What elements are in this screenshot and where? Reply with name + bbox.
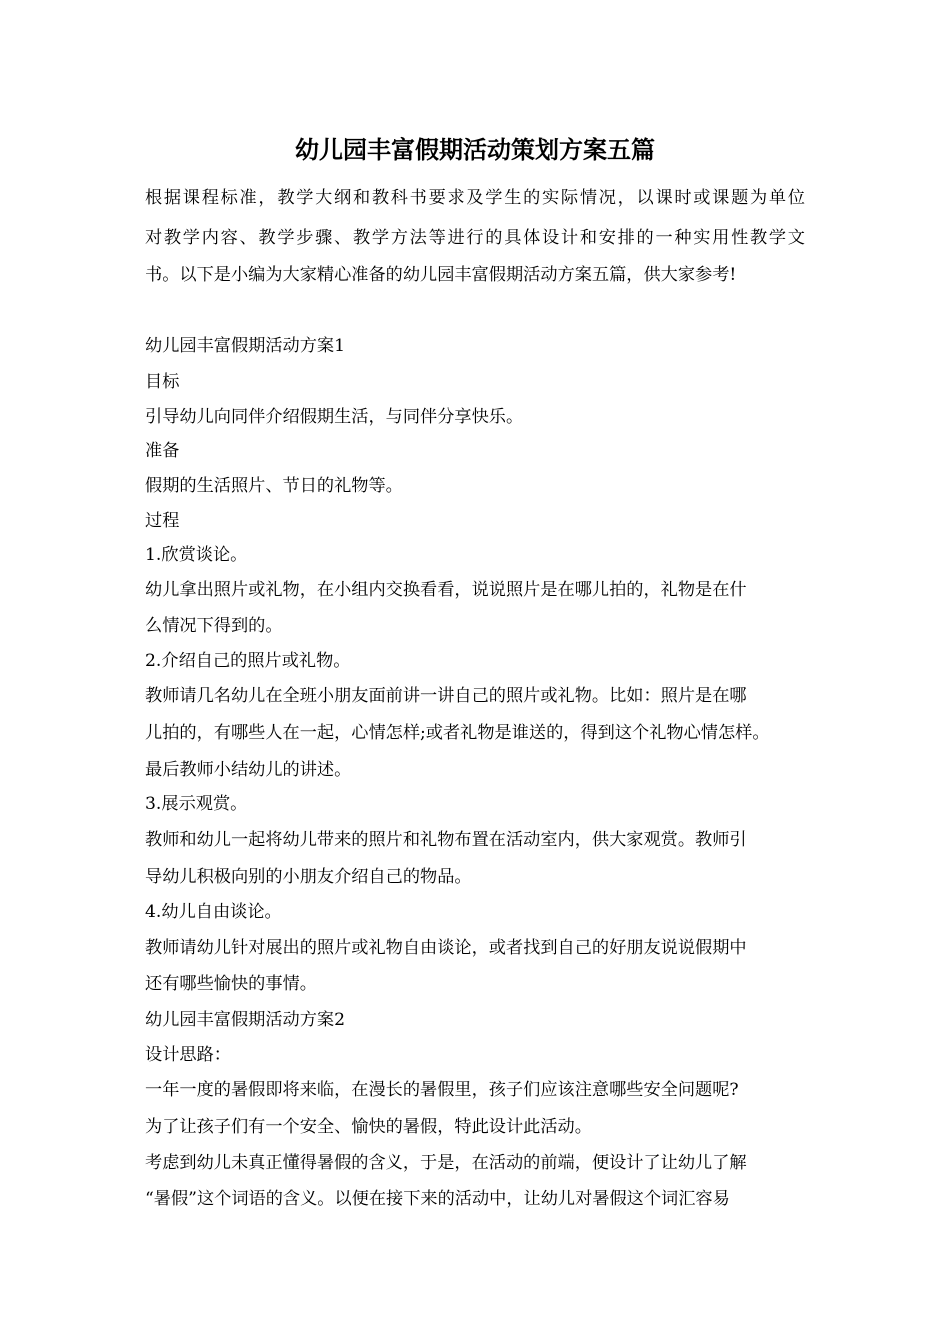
step-heading-3: 3.展示观赏。	[145, 794, 248, 814]
paragraph-line: 一年一度的暑假即将来临，在漫长的暑假里，孩子们应该注意哪些安全问题呢?	[145, 1080, 739, 1100]
paragraph-line: 教师请幼儿针对展出的照片或礼物自由谈论，或者找到自己的好朋友说说假期中	[145, 938, 747, 958]
section-heading-plan-1: 幼儿园丰富假期活动方案1	[145, 336, 345, 356]
paragraph-line: 教师和幼儿一起将幼儿带来的照片和礼物布置在活动室内，供大家观赏。教师引	[145, 830, 747, 850]
paragraph-line: 最后教师小结幼儿的讲述。	[145, 760, 352, 780]
paragraph-line: 引导幼儿向同伴介绍假期生活，与同伴分享快乐。	[145, 407, 524, 427]
paragraph-line: 假期的生活照片、节日的礼物等。	[145, 476, 403, 496]
subheading-preparation: 准备	[145, 441, 180, 461]
intro-line-3: 书。以下是小编为大家精心准备的幼儿园丰富假期活动方案五篇，供大家参考!	[145, 265, 737, 285]
paragraph-line: 还有哪些愉快的事情。	[145, 974, 317, 994]
section-heading-plan-2: 幼儿园丰富假期活动方案2	[145, 1010, 345, 1030]
subheading-design-idea: 设计思路：	[145, 1045, 231, 1065]
intro-line-1: 根据课程标准，教学大纲和教科书要求及学生的实际情况，以课时或课题为单位	[145, 188, 805, 208]
paragraph-line: 儿拍的，有哪些人在一起，心情怎样;或者礼物是谁送的，得到这个礼物心情怎样。	[145, 723, 770, 743]
step-heading-2: 2.介绍自己的照片或礼物。	[145, 651, 351, 671]
subheading-goal: 目标	[145, 372, 180, 392]
paragraph-line: 么情况下得到的。	[145, 616, 283, 636]
paragraph-line: 考虑到幼儿未真正懂得暑假的含义，于是，在活动的前端，便设计了让幼儿了解	[145, 1153, 747, 1173]
subheading-process: 过程	[145, 511, 180, 531]
document-title: 幼儿园丰富假期活动策划方案五篇	[295, 135, 655, 164]
paragraph-line: 教师请几名幼儿在全班小朋友面前讲一讲自己的照片或礼物。比如：照片是在哪	[145, 686, 747, 706]
paragraph-line: 幼儿拿出照片或礼物，在小组内交换看看，说说照片是在哪儿拍的，礼物是在什	[145, 580, 747, 600]
intro-line-2: 对教学内容、教学步骤、教学方法等进行的具体设计和安排的一种实用性教学文	[145, 228, 805, 248]
step-heading-4: 4.幼儿自由谈论。	[145, 902, 282, 922]
paragraph-line: 为了让孩子们有一个安全、愉快的暑假，特此设计此活动。	[145, 1117, 592, 1137]
step-heading-1: 1.欣赏谈论。	[145, 545, 248, 565]
paragraph-line: “暑假”这个词语的含义。以便在接下来的活动中，让幼儿对暑假这个词汇容易	[145, 1189, 730, 1209]
paragraph-line: 导幼儿积极向别的小朋友介绍自己的物品。	[145, 867, 472, 887]
